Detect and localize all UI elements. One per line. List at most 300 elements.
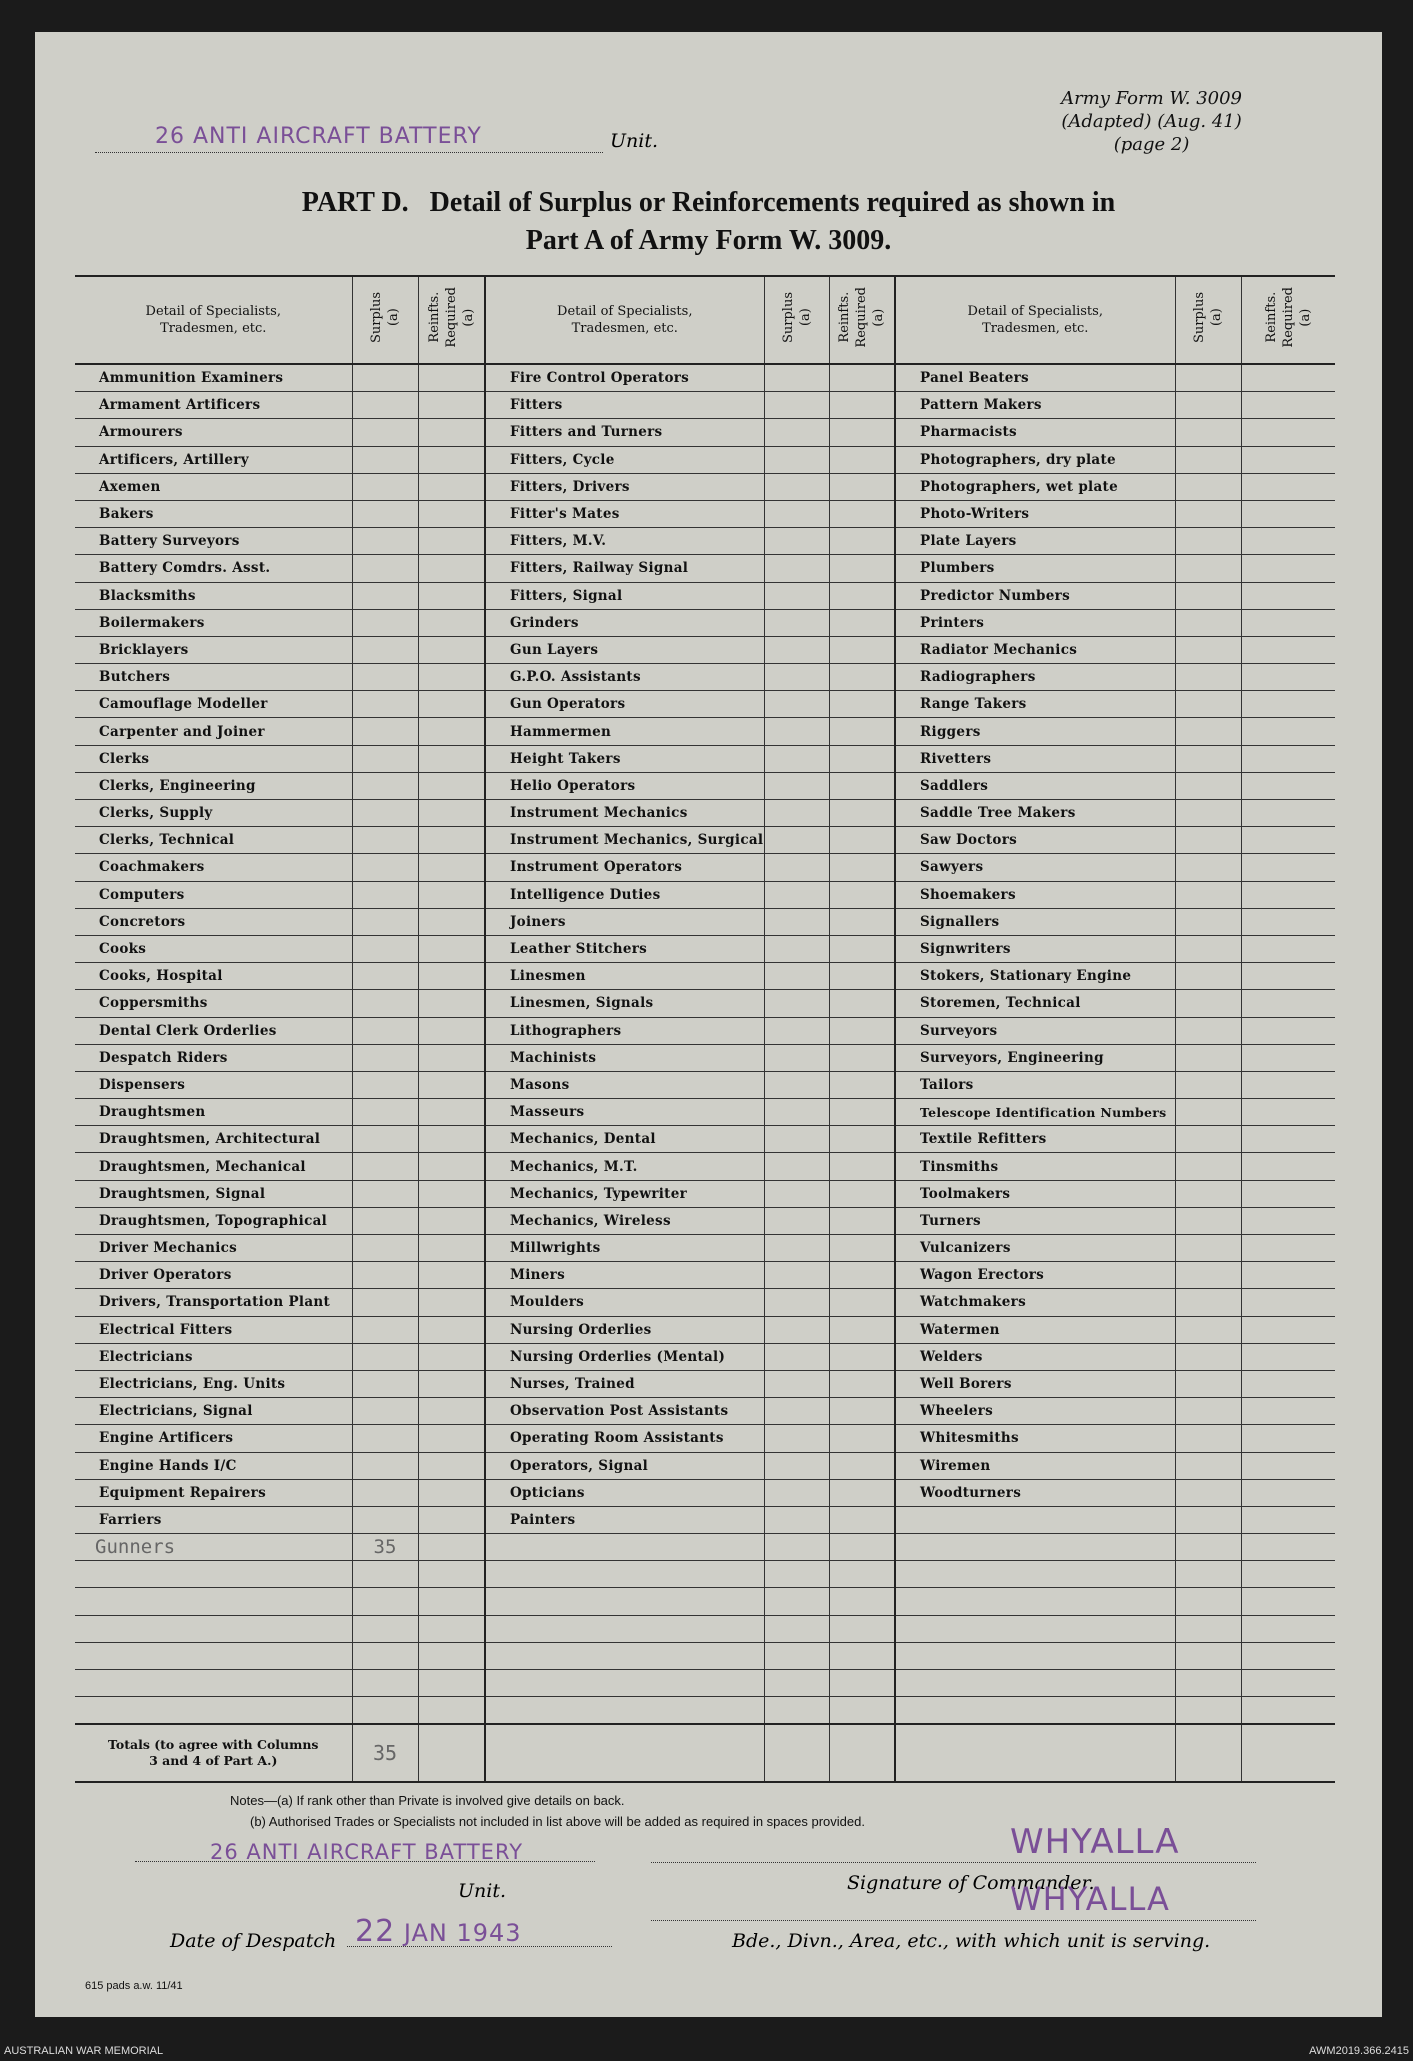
blank-cell (829, 1615, 895, 1642)
blank-cell (1241, 1615, 1335, 1642)
surplus-cell (352, 636, 418, 663)
col1-header-line2: Tradesmen, etc. (160, 321, 267, 336)
surplus-cell (1175, 1044, 1241, 1071)
table-row (75, 827, 1335, 854)
totals-label-line2: 3 and 4 of Part A.) (149, 1753, 278, 1769)
notes (230, 1790, 865, 1832)
surplus-cell (352, 691, 418, 718)
table-row (75, 582, 1335, 609)
surplus-cell (764, 582, 829, 609)
reinf-cell (829, 1452, 895, 1479)
surplus-cell (1175, 935, 1241, 962)
reinf-cell (418, 1479, 485, 1506)
trade-name: Mechanics, Typewriter (485, 1180, 764, 1207)
table-row (75, 419, 1335, 446)
trade-name: Fitters (485, 392, 764, 419)
trade-name: Driver Operators (75, 1262, 352, 1289)
reinf-cell (1241, 935, 1335, 962)
col3-header (895, 276, 1175, 364)
reinf-cell (829, 718, 895, 745)
reinf-cell (829, 419, 895, 446)
surplus-cell (1175, 691, 1241, 718)
reinf-cell (418, 1207, 485, 1234)
reinf-cell (1241, 1207, 1335, 1234)
reinf-cell (1241, 1180, 1335, 1207)
reinf-cell (829, 691, 895, 718)
blank-cell (75, 1615, 352, 1642)
reinf-cell (1241, 664, 1335, 691)
table-row (75, 1506, 1335, 1533)
surplus-cell (764, 609, 829, 636)
blank-cell (1175, 1561, 1241, 1588)
table-row (75, 364, 1335, 392)
reinf-cell (418, 1126, 485, 1153)
table-row (75, 1697, 1335, 1725)
reinf-cell (418, 555, 485, 582)
blank-cell (1175, 1697, 1241, 1725)
reinf-cell (418, 1180, 485, 1207)
trade-name: Woodturners (895, 1479, 1175, 1506)
surplus-cell (764, 1452, 829, 1479)
surplus-cell (764, 1289, 829, 1316)
reinf-label2: Required (443, 287, 459, 348)
surplus-cell (352, 364, 418, 392)
trade-name: Electricians, Eng. Units (75, 1370, 352, 1397)
reinf-cell (418, 1044, 485, 1071)
reinf-cell (829, 1506, 895, 1533)
trade-name: Butchers (75, 664, 352, 691)
trade-name: Watermen (895, 1316, 1175, 1343)
blank-cell (764, 1588, 829, 1615)
reinf-cell (1241, 990, 1335, 1017)
surplus-cell (764, 772, 829, 799)
reinf-cell (418, 990, 485, 1017)
surplus-cell (764, 1370, 829, 1397)
blank-cell (352, 1561, 418, 1588)
reinf-cell (1241, 1398, 1335, 1425)
trade-name: Pattern Makers (895, 392, 1175, 419)
blank-cell (764, 1615, 829, 1642)
totals-label-line1: Totals (to agree with Columns (108, 1737, 319, 1753)
blank-cell (485, 1724, 764, 1782)
area-label: Bde., Divn., Area, etc., with which unit is serving. (732, 1930, 1211, 1952)
reinf-cell (829, 1017, 895, 1044)
table-row (75, 1099, 1335, 1126)
reinf-cell (418, 609, 485, 636)
reinf-cell (829, 1316, 895, 1343)
specialists-table (75, 275, 1335, 1783)
reinf-cell (1241, 392, 1335, 419)
surplus-cell (352, 990, 418, 1017)
surplus-cell (352, 1398, 418, 1425)
blank-cell (895, 1724, 1175, 1782)
reinf-cell (418, 1343, 485, 1370)
blank-cell (352, 1642, 418, 1669)
reinf-cell (1241, 1370, 1335, 1397)
surplus-label: Surplus (369, 291, 384, 344)
note-a: Notes—(a) If rank other than Private is involved give details on back. (230, 1793, 625, 1808)
trade-name: Fire Control Operators (485, 364, 764, 392)
reinf-cell (829, 772, 895, 799)
blank-cell (75, 1697, 352, 1725)
surplus-cell (1175, 1289, 1241, 1316)
trade-name: Saw Doctors (895, 827, 1175, 854)
surplus-cell (352, 1126, 418, 1153)
trade-name: Operators, Signal (485, 1452, 764, 1479)
trade-name: Despatch Riders (75, 1044, 352, 1071)
col1-header (75, 276, 352, 364)
trade-name: Telescope Identification Numbers (895, 1099, 1175, 1126)
trade-name: Draughtsmen, Signal (75, 1180, 352, 1207)
table-row (75, 908, 1335, 935)
trade-name: Linesmen, Signals (485, 990, 764, 1017)
reinf-cell (1241, 854, 1335, 881)
reinf-cell (418, 718, 485, 745)
surplus-cell (764, 1506, 829, 1533)
reinf-cell (1241, 473, 1335, 500)
trade-name: Leather Stitchers (485, 935, 764, 962)
trade-name: Nurses, Trained (485, 1370, 764, 1397)
trade-name: Cooks (75, 935, 352, 962)
archive-id: AWM2019.366.2415 (1309, 2045, 1409, 2057)
blank-cell (829, 1534, 895, 1561)
surplus-cell (352, 1316, 418, 1343)
blank-cell (352, 1697, 418, 1725)
table-row (75, 691, 1335, 718)
blank-cell (1241, 1724, 1335, 1782)
blank-cell (1175, 1670, 1241, 1697)
blank-cell (829, 1697, 895, 1725)
reinf-cell (829, 908, 895, 935)
trade-name: Instrument Mechanics (485, 800, 764, 827)
surplus-cell (1175, 990, 1241, 1017)
trade-name: Fitters, Cycle (485, 446, 764, 473)
reinf-cell (418, 691, 485, 718)
col2-header-line2: Tradesmen, etc. (571, 321, 678, 336)
trade-name: Helio Operators (485, 772, 764, 799)
blank-cell (829, 1670, 895, 1697)
reinf-cell (1241, 1262, 1335, 1289)
trade-name: Linesmen (485, 963, 764, 990)
col3-header-line2: Tradesmen, etc. (982, 321, 1089, 336)
reinf-cell (418, 1289, 485, 1316)
trade-name: Fitters and Turners (485, 419, 764, 446)
surplus-cell (352, 908, 418, 935)
trade-name: Intelligence Duties (485, 881, 764, 908)
blank-cell (1241, 1534, 1335, 1561)
trade-name: Bricklayers (75, 636, 352, 663)
surplus-cell (1175, 1262, 1241, 1289)
form-ref-line2: (Adapted) (Aug. 41) (1061, 111, 1242, 132)
surplus-cell (352, 1207, 418, 1234)
reinf-cell (1241, 1289, 1335, 1316)
trade-name: Rivetters (895, 745, 1175, 772)
blank-cell (764, 1642, 829, 1669)
trade-name: Drivers, Transportation Plant (75, 1289, 352, 1316)
reinf-cell (418, 582, 485, 609)
table-row (75, 1180, 1335, 1207)
table-row (75, 446, 1335, 473)
blank-cell (895, 1697, 1175, 1725)
reinf-cell (1241, 1044, 1335, 1071)
trade-name: Hammermen (485, 718, 764, 745)
surplus-cell (352, 446, 418, 473)
trade-name: Instrument Mechanics, Surgical (485, 827, 764, 854)
reinf-cell (418, 908, 485, 935)
surplus-cell (764, 500, 829, 527)
blank-cell (829, 1642, 895, 1669)
surplus-label: Surplus (1192, 291, 1207, 344)
surplus-cell (352, 718, 418, 745)
blank-cell (1241, 1588, 1335, 1615)
blank-cell (75, 1588, 352, 1615)
trade-name: Opticians (485, 1479, 764, 1506)
print-code: 615 pads a.w. 11/41 (85, 1980, 183, 1992)
reinf-cell (829, 827, 895, 854)
trade-name: Fitter's Mates (485, 500, 764, 527)
col2-header (485, 276, 764, 364)
reinf-cell (418, 1071, 485, 1098)
reinf-cell (418, 772, 485, 799)
surplus-cell (1175, 1099, 1241, 1126)
table-row (75, 935, 1335, 962)
trade-name: Farriers (75, 1506, 352, 1533)
table-row (75, 392, 1335, 419)
blank-cell (418, 1534, 485, 1561)
surplus-cell (1175, 419, 1241, 446)
table-row (75, 528, 1335, 555)
trade-name: Mechanics, Dental (485, 1126, 764, 1153)
reinf-cell (1241, 1126, 1335, 1153)
surplus-cell (764, 1017, 829, 1044)
surplus-cell (1175, 1479, 1241, 1506)
trade-name: Saddlers (895, 772, 1175, 799)
trade-name: Draughtsmen, Mechanical (75, 1153, 352, 1180)
reinf-cell (829, 582, 895, 609)
col1-surplus-header (352, 276, 418, 364)
trade-name: Draughtsmen, Topographical (75, 1207, 352, 1234)
surplus-cell (1175, 1343, 1241, 1370)
table-row (75, 609, 1335, 636)
reinf-cell (829, 528, 895, 555)
surplus-cell (764, 664, 829, 691)
surplus-cell (764, 392, 829, 419)
reinf-cell (829, 1425, 895, 1452)
trade-name: Height Takers (485, 745, 764, 772)
trade-name: Gun Layers (485, 636, 764, 663)
trade-name: Coppersmiths (75, 990, 352, 1017)
blank-cell (75, 1670, 352, 1697)
table-row (75, 1126, 1335, 1153)
surplus-cell (352, 1370, 418, 1397)
trade-name: Welders (895, 1343, 1175, 1370)
reinf-cell (1241, 745, 1335, 772)
reinf-cell (418, 1017, 485, 1044)
trade-name: Fitters, Railway Signal (485, 555, 764, 582)
surplus-cell (764, 881, 829, 908)
surplus-cell (764, 691, 829, 718)
reinf-cell (1241, 500, 1335, 527)
reinf-note: (a) (871, 308, 887, 327)
archive-credit: AUSTRALIAN WAR MEMORIAL (4, 2045, 164, 2057)
reinf-cell (829, 1153, 895, 1180)
surplus-cell (764, 935, 829, 962)
trade-name: Blacksmiths (75, 582, 352, 609)
trade-name: Camouflage Modeller (75, 691, 352, 718)
surplus-cell (764, 800, 829, 827)
surplus-cell (1175, 446, 1241, 473)
reinf-cell (829, 1126, 895, 1153)
surplus-cell (352, 1452, 418, 1479)
trade-name: Watchmakers (895, 1289, 1175, 1316)
totals-reinf (418, 1724, 485, 1782)
trade-name: Electrical Fitters (75, 1316, 352, 1343)
surplus-cell (764, 827, 829, 854)
surplus-cell (764, 446, 829, 473)
area-stamp: WHYALLA (1010, 1880, 1170, 1918)
form-page (35, 32, 1382, 2017)
reinf-cell (829, 392, 895, 419)
reinf-cell (1241, 1425, 1335, 1452)
signature-label: Signature of Commander. (847, 1872, 1095, 1894)
surplus-cell (352, 664, 418, 691)
reinf-cell (418, 1398, 485, 1425)
surplus-cell (352, 1017, 418, 1044)
surplus-cell (352, 800, 418, 827)
title-line2: Part A of Army Form W. 3009. (525, 225, 892, 256)
table-row (75, 1153, 1335, 1180)
surplus-cell (764, 1153, 829, 1180)
table-row (75, 1615, 1335, 1642)
surplus-cell (352, 1343, 418, 1370)
unit-label: Unit. (610, 130, 659, 152)
table-row (75, 963, 1335, 990)
surplus-cell (1175, 827, 1241, 854)
table-row (75, 990, 1335, 1017)
table-row (75, 473, 1335, 500)
reinf-cell (829, 636, 895, 663)
reinf-cell (829, 1099, 895, 1126)
reinf-cell (1241, 1153, 1335, 1180)
surplus-cell (352, 745, 418, 772)
surplus-cell (1175, 800, 1241, 827)
surplus-cell (764, 908, 829, 935)
reinf-cell (418, 419, 485, 446)
surplus-cell (1175, 473, 1241, 500)
reinf-cell (1241, 1017, 1335, 1044)
surplus-label: Surplus (780, 291, 796, 344)
reinf-cell (418, 1370, 485, 1397)
trade-name: Artificers, Artillery (75, 446, 352, 473)
blank-cell (895, 1642, 1175, 1669)
col1-reinf-header (418, 276, 485, 364)
surplus-cell (352, 963, 418, 990)
trade-name: Coachmakers (75, 854, 352, 881)
table-row (75, 1071, 1335, 1098)
trade-name: Battery Comdrs. Asst. (75, 555, 352, 582)
trade-name: Riggers (895, 718, 1175, 745)
surplus-cell (764, 1207, 829, 1234)
surplus-cell (764, 854, 829, 881)
form-ref-line3: (page 2) (1113, 134, 1190, 155)
trade-name: Machinists (485, 1044, 764, 1071)
blank-cell (895, 1615, 1175, 1642)
surplus-cell (352, 935, 418, 962)
surplus-note: (a) (1209, 308, 1224, 327)
col1-header-line1: Detail of Specialists, (145, 304, 281, 319)
reinf-cell (1241, 691, 1335, 718)
title-line1: PART D. Detail of Surplus or Reinforcements required as shown in (301, 187, 1116, 218)
trade-name: Fitters, Drivers (485, 473, 764, 500)
trade-name: Wagon Erectors (895, 1262, 1175, 1289)
trade-name: Painters (485, 1506, 764, 1533)
surplus-cell (1175, 772, 1241, 799)
trade-name: Toolmakers (895, 1180, 1175, 1207)
trade-name: Nursing Orderlies (Mental) (485, 1343, 764, 1370)
blank-cell (764, 1724, 829, 1782)
trade-name: Turners (895, 1207, 1175, 1234)
blank-cell (75, 1561, 352, 1588)
surplus-cell (764, 1126, 829, 1153)
surplus-cell (1175, 1370, 1241, 1397)
reinf-cell (1241, 1071, 1335, 1098)
surplus-cell (1175, 963, 1241, 990)
blank-cell (418, 1642, 485, 1669)
trade-name: Millwrights (485, 1235, 764, 1262)
reinf-cell (829, 745, 895, 772)
reinf-cell (418, 800, 485, 827)
form-reference (1061, 87, 1242, 156)
reinf-cell (1241, 908, 1335, 935)
trade-name: Radiator Mechanics (895, 636, 1175, 663)
surplus-cell (1175, 1180, 1241, 1207)
table-row (75, 555, 1335, 582)
trade-name: Wheelers (895, 1398, 1175, 1425)
reinf-cell (418, 745, 485, 772)
surplus-cell (764, 1316, 829, 1343)
col2-surplus-header (764, 276, 829, 364)
trade-name: Nursing Orderlies (485, 1316, 764, 1343)
table-row (75, 1370, 1335, 1397)
table-row (75, 745, 1335, 772)
trade-name: Engine Hands I/C (75, 1452, 352, 1479)
trade-name: Surveyors (895, 1017, 1175, 1044)
surplus-cell (1175, 1398, 1241, 1425)
trade-name: Photographers, dry plate (895, 446, 1175, 473)
reinf-cell (829, 935, 895, 962)
surplus-cell (1175, 609, 1241, 636)
blank-cell (829, 1724, 895, 1782)
reinf-cell (418, 473, 485, 500)
trade-name: Pharmacists (895, 419, 1175, 446)
despatch-month-year: JAN 1943 (403, 1919, 522, 1947)
trade-name: Clerks, Engineering (75, 772, 352, 799)
trade-name: Predictor Numbers (895, 582, 1175, 609)
reinf-cell (1241, 1235, 1335, 1262)
reinf-cell (829, 1071, 895, 1098)
trade-name: Mechanics, M.T. (485, 1153, 764, 1180)
blank-cell (352, 1588, 418, 1615)
totals-row (75, 1724, 1335, 1782)
surplus-cell (352, 1099, 418, 1126)
despatch-date-stamp (355, 1914, 522, 1949)
surplus-cell (1175, 392, 1241, 419)
blank-cell (764, 1534, 829, 1561)
blank-cell (895, 1670, 1175, 1697)
trade-name: Engine Artificers (75, 1425, 352, 1452)
reinf-cell (418, 854, 485, 881)
reinf-cell (829, 1398, 895, 1425)
